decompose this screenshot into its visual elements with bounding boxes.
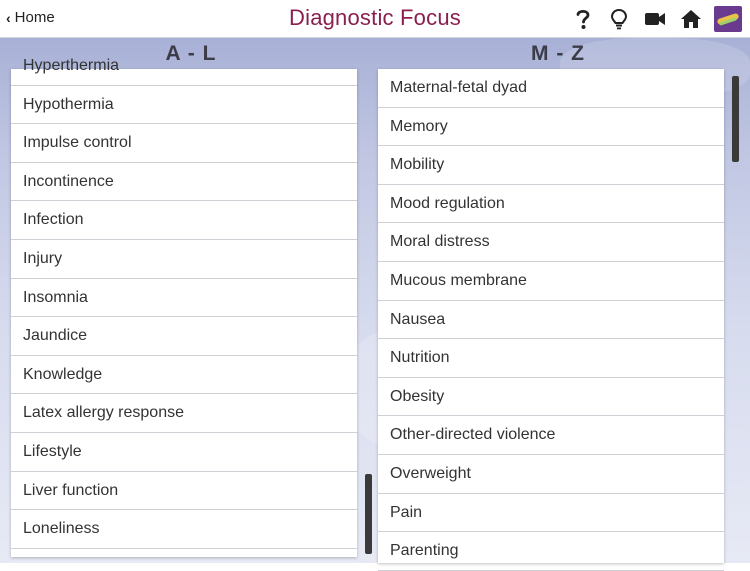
list-item[interactable]: Latex allergy response bbox=[11, 394, 357, 433]
list-item[interactable]: Liver function bbox=[11, 472, 357, 511]
chevron-left-icon: ‹ bbox=[6, 9, 11, 26]
list-item[interactable]: Memory bbox=[378, 108, 724, 147]
list-item[interactable]: Lifestyle bbox=[11, 433, 357, 472]
list-item[interactable]: Mood regulation bbox=[378, 185, 724, 224]
list-item[interactable]: Impulse control bbox=[11, 124, 357, 163]
list-item[interactable]: Mobility bbox=[378, 146, 724, 185]
list-item[interactable]: Knowledge bbox=[11, 356, 357, 395]
list-item[interactable]: Maternal-fetal dyad bbox=[378, 69, 724, 108]
list-item[interactable]: Insomnia bbox=[11, 279, 357, 318]
right-column-heading: M - Z bbox=[531, 42, 585, 65]
lightbulb-icon[interactable] bbox=[606, 6, 632, 32]
list-item[interactable]: Obesity bbox=[378, 378, 724, 417]
right-scrollbar[interactable] bbox=[732, 76, 739, 162]
list-item[interactable]: Infection bbox=[11, 201, 357, 240]
list-item[interactable]: Incontinence bbox=[11, 163, 357, 202]
list-item[interactable]: Hyperthermia bbox=[11, 47, 357, 86]
back-button[interactable] bbox=[6, 9, 55, 26]
list-item[interactable]: Jaundice bbox=[11, 317, 357, 356]
list-item[interactable]: Mucous membrane bbox=[378, 262, 724, 301]
right-list[interactable] bbox=[378, 69, 724, 563]
help-icon[interactable] bbox=[570, 6, 596, 32]
left-column-heading: A - L bbox=[165, 42, 217, 65]
list-item[interactable]: Other-directed violence bbox=[378, 416, 724, 455]
list-item[interactable]: Overweight bbox=[378, 455, 724, 494]
list-item[interactable]: Moral distress bbox=[378, 223, 724, 262]
list-item[interactable]: Hypothermia bbox=[11, 86, 357, 125]
home-icon[interactable] bbox=[678, 6, 704, 32]
left-list[interactable] bbox=[11, 57, 357, 557]
app-logo[interactable] bbox=[714, 6, 742, 32]
list-item[interactable]: Injury bbox=[11, 240, 357, 279]
list-item[interactable]: Nausea bbox=[378, 301, 724, 340]
toolbar-icons bbox=[560, 6, 742, 32]
left-scrollbar[interactable] bbox=[365, 474, 372, 554]
list-item[interactable]: Loneliness bbox=[11, 510, 357, 549]
page-title: Diagnostic Focus bbox=[289, 5, 461, 30]
list-item[interactable]: Nutrition bbox=[378, 339, 724, 378]
list-item[interactable]: Pain bbox=[378, 494, 724, 533]
video-icon[interactable] bbox=[642, 6, 668, 32]
top-bar bbox=[0, 0, 750, 38]
list-item[interactable]: Parenting bbox=[378, 532, 724, 571]
back-label: Home bbox=[14, 9, 55, 26]
